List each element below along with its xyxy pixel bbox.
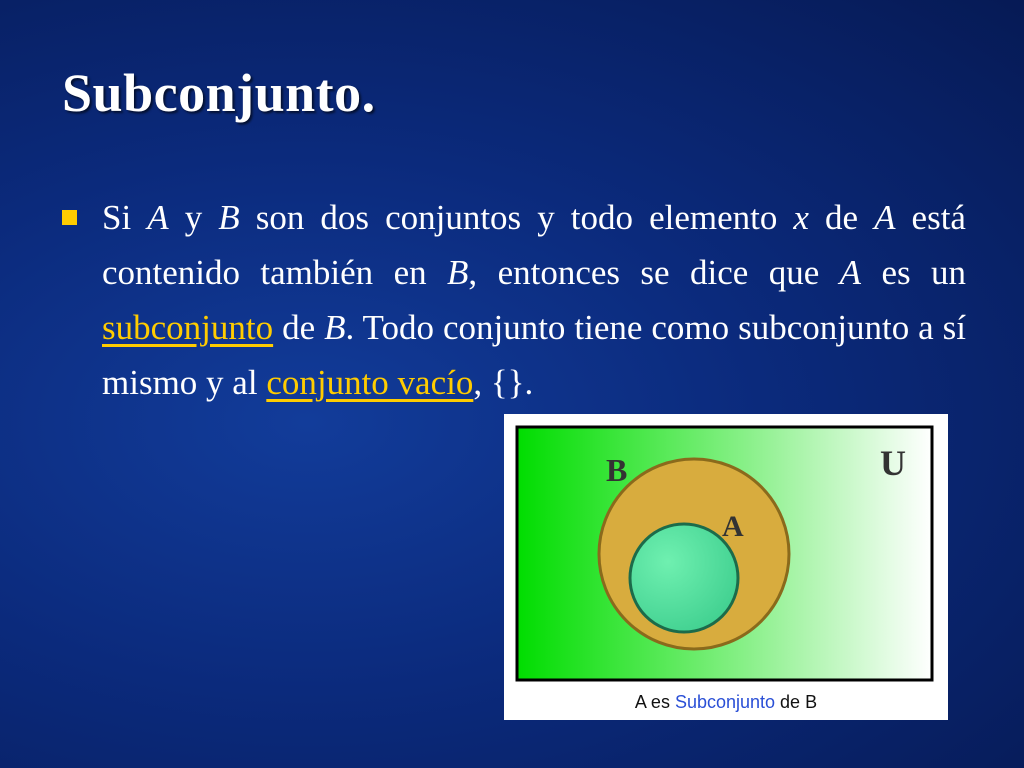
set-b: B xyxy=(447,253,469,292)
text-segment: es un xyxy=(861,253,967,292)
venn-caption xyxy=(504,692,948,713)
text-segment: , {}. xyxy=(473,363,534,402)
set-b: B xyxy=(324,308,346,347)
text-segment: está contenido también en xyxy=(102,198,966,292)
caption-text: de B xyxy=(775,692,818,712)
set-b: B xyxy=(218,198,240,237)
text-segment: y xyxy=(168,198,219,237)
caption-text: A es xyxy=(634,692,675,712)
label-u: U xyxy=(880,443,906,483)
text-segment: de xyxy=(808,198,875,237)
set-a: A xyxy=(874,198,896,237)
text-segment: , entonces se dice que xyxy=(468,253,840,292)
caption-subconjunto: Subconjunto xyxy=(674,692,776,712)
text-segment: son dos conjuntos y todo elemento xyxy=(239,198,794,237)
text-segment: . Todo conjunto tiene como subconjunto a sí mismo y al xyxy=(102,308,966,402)
subconjunto-link[interactable]: subconjunto xyxy=(102,308,274,347)
bullet-item xyxy=(62,190,966,410)
bullet-text xyxy=(102,190,966,410)
venn-diagram-figure xyxy=(504,414,948,720)
element-x: x xyxy=(793,198,809,237)
label-b: B xyxy=(606,452,628,488)
text-segment: Si xyxy=(102,198,148,237)
label-a: A xyxy=(722,510,744,543)
slide-title: Subconjunto. xyxy=(62,63,376,123)
set-a: A xyxy=(839,253,862,292)
text-segment: de xyxy=(273,308,325,347)
conjunto-vacio-link[interactable]: conjunto vacío xyxy=(266,363,474,402)
bullet-square-icon xyxy=(62,210,77,225)
set-a: A xyxy=(147,198,169,237)
